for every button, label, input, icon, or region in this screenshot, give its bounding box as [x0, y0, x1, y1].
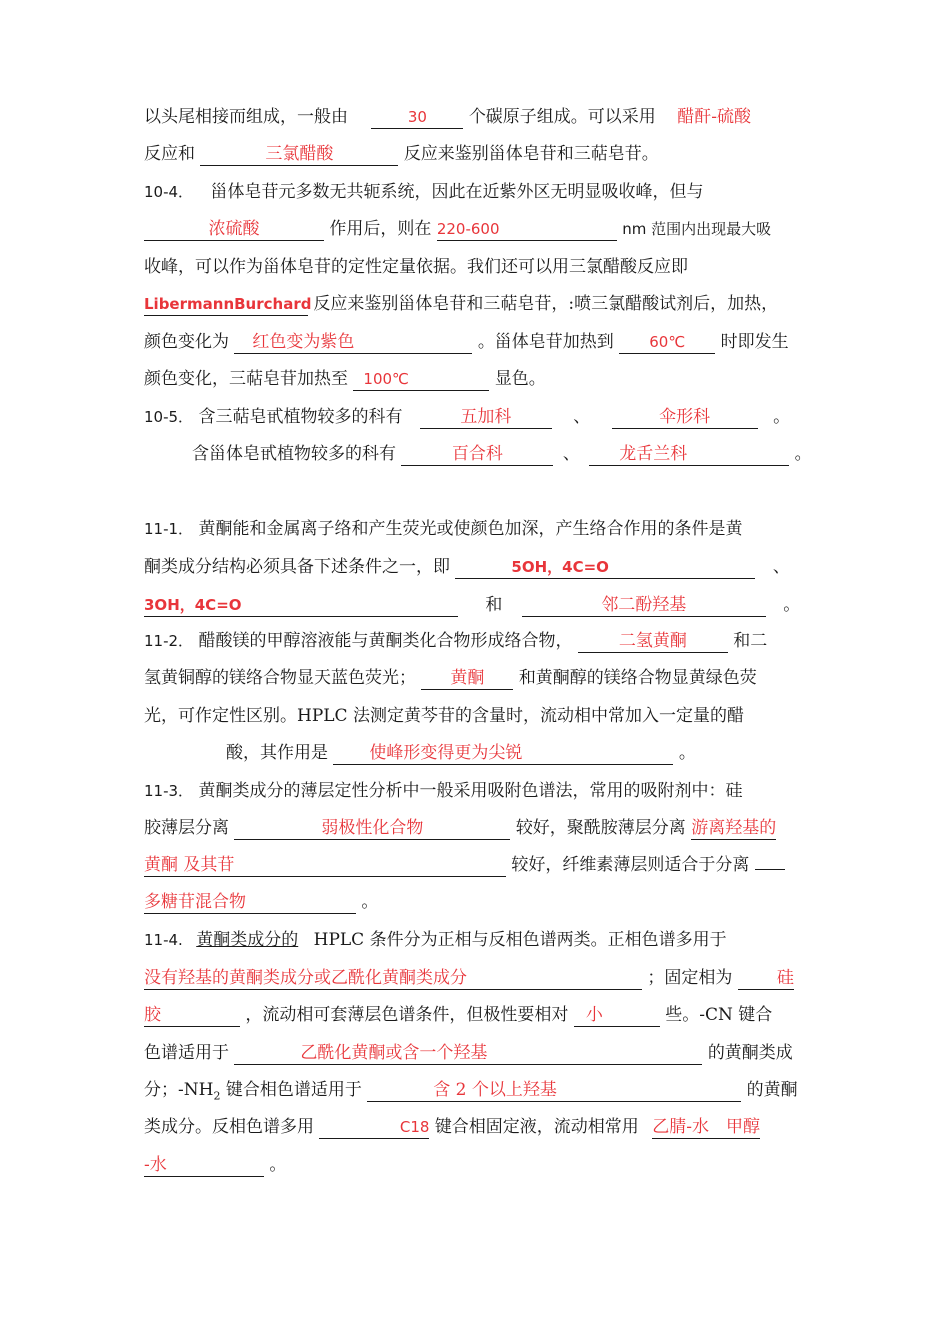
- text-run: 和黄酮醇的镁络合物显黄绿色荧: [518, 668, 757, 688]
- text-run: 显色。: [494, 369, 546, 389]
- text-run: 氢黄铜醇的镁络合物显天蓝色荧光；: [144, 668, 416, 688]
- answer-blank: 乙酰化黄酮或含一个羟基: [234, 1042, 702, 1065]
- text-line: [144, 593, 830, 617]
- question-number: 11-2．: [144, 632, 194, 650]
- text-run: 色谱适用于: [144, 1043, 229, 1063]
- text-run: 作用后，则在: [329, 219, 432, 239]
- text-line: [144, 142, 830, 166]
- question-number: 11-1．: [144, 520, 194, 538]
- text-run: 醋酸镁的甲醇溶液能与黄酮类化合物形成络合物，: [198, 631, 573, 651]
- text-line: [144, 666, 830, 690]
- answer-blank: 硅: [738, 967, 794, 990]
- text-line: [144, 1115, 830, 1139]
- text-line: [144, 330, 830, 354]
- text-run: 。: [773, 407, 791, 427]
- text-run: 。: [783, 595, 801, 615]
- answer-blank: 伞形科: [612, 406, 758, 429]
- text-run: 较好，聚酰胺薄层分离: [515, 818, 686, 838]
- answer-blank: C18: [319, 1116, 429, 1139]
- text-run: 酸，其作用是: [226, 743, 328, 763]
- text-run: 含甾体皂甙植物较多的科有: [192, 444, 396, 464]
- question-10-5: [144, 405, 830, 429]
- text-run: 颜色变化为: [144, 332, 229, 352]
- question-11-3: [144, 779, 830, 803]
- text-line: [144, 555, 830, 579]
- text-run: 、: [573, 407, 591, 427]
- answer-blank: 邻二酚羟基: [522, 594, 766, 617]
- text-run: 黄酮类成分的薄层定性分析中一般采用吸附色谱法，常用的吸附剂中：硅: [198, 781, 743, 801]
- text-line: [226, 741, 830, 765]
- text-line: [144, 890, 830, 914]
- text-run: 和二: [733, 631, 768, 651]
- text-run: 键合相色谱适用于: [225, 1080, 362, 1100]
- text-run: 。: [794, 444, 812, 464]
- answer-blank: 弱极性化合物: [234, 817, 510, 840]
- answer-blank: 黄酮 及其苷: [144, 854, 506, 877]
- text-run: 反应来鉴别甾体皂苷和三萜皂苷，:喷三氯醋酸试剂后，加热，: [313, 294, 779, 314]
- text-line: [144, 1041, 830, 1065]
- text-line: [144, 816, 830, 840]
- answer-blank: 100℃: [353, 368, 489, 391]
- text-run: 时即发生: [720, 332, 789, 352]
- text-run: 较好，纤维素薄层则适合于分离: [511, 855, 750, 875]
- text-run: 的黄酮类成: [707, 1043, 793, 1063]
- text-run: 个碳原子组成。可以采用: [468, 107, 656, 127]
- answer-blank: 乙腈-水 甲醇: [652, 1117, 760, 1137]
- answer-blank: 游离羟基的: [691, 818, 777, 838]
- answer-blank: 60℃: [619, 331, 715, 354]
- text-run: 光，可作定性区别。HPLC 法测定黄芩苷的含量时，流动相中常加入一定量的醋: [144, 706, 744, 726]
- answer-blank: 红色变为紫色: [234, 331, 472, 354]
- question-11-1: [144, 517, 830, 541]
- text-run: 类成分。反相色谱多用: [144, 1117, 314, 1137]
- text-run: 的黄酮: [746, 1080, 798, 1100]
- answer-blank: 3OH，4C=O: [144, 594, 458, 617]
- text-line: [144, 255, 830, 279]
- answer-blank: 使峰形变得更为尖锐: [333, 742, 673, 765]
- text-run: 。: [269, 1155, 287, 1175]
- answer-blank: 5OH，4C=O: [455, 556, 755, 579]
- subscript: 2: [213, 1089, 221, 1103]
- text-line: [144, 966, 830, 990]
- answer-blank: -水: [144, 1154, 264, 1177]
- text-run: 键合相固定液，流动相常用: [434, 1117, 639, 1137]
- question-11-4: [144, 928, 830, 952]
- text-run: nm 范围内出现最大吸: [622, 220, 772, 238]
- answer-blank: 百合科: [401, 443, 553, 466]
- text-run: 和: [485, 595, 503, 615]
- answer-blank: 浓硫酸: [144, 218, 324, 241]
- question-number: 11-3．: [144, 782, 194, 800]
- answer-blank: 二氢黄酮: [578, 630, 728, 653]
- text-run: HPLC 条件分为正相与反相色谱两类。正相色谱多用于: [313, 930, 727, 950]
- text-line: [144, 1153, 830, 1177]
- question-number: 10-5．: [144, 408, 194, 426]
- blank-line: [755, 869, 785, 870]
- text-line: [144, 1078, 830, 1102]
- text-line: [144, 217, 830, 241]
- answer-blank: 含 2 个以上羟基: [367, 1079, 741, 1102]
- text-run: 酮类成分结构必须具备下述条件之一，即: [144, 557, 450, 577]
- answer-text: 醋酐-硫酸: [677, 107, 751, 127]
- question-number: 11-4.: [144, 931, 183, 949]
- text-line: [144, 292, 830, 316]
- answer-blank: 30: [371, 106, 463, 129]
- text-run: 、: [772, 557, 790, 577]
- question-number: 10-4．: [144, 183, 194, 201]
- text-line: [144, 105, 830, 129]
- text-run: 含三萜皂甙植物较多的科有: [198, 407, 403, 427]
- answer-blank: 多糖苷混合物: [144, 891, 356, 914]
- answer-blank: 胶: [144, 1004, 240, 1027]
- text-run: 胶薄层分离: [144, 818, 229, 838]
- text-run: 颜色变化，三萜皂苷加热至: [144, 369, 348, 389]
- answer-blank: 龙舌兰科: [589, 443, 789, 466]
- text-line: [144, 367, 830, 391]
- text-run: 以头尾相接而组成，一般由: [144, 107, 348, 127]
- answer-blank: 黄酮: [421, 667, 513, 690]
- text-run: ，流动相可套薄层色谱条件，但极性要相对: [245, 1005, 569, 1025]
- text-run: 黄酮能和金属离子络和产生荧光或使颜色加深，产生络合作用的条件是黄: [198, 519, 743, 539]
- text-line: [192, 442, 830, 466]
- text-line: [144, 704, 830, 728]
- text-run: 、: [562, 444, 580, 464]
- text-run: 分；-NH: [144, 1080, 214, 1100]
- text-run: ；固定相为: [647, 968, 733, 988]
- text-line: [144, 853, 830, 877]
- text-run: 反应和: [144, 144, 195, 164]
- text-run: 。: [678, 743, 696, 763]
- text-run: 收峰，可以作为甾体皂苷的定性定量依据。我们还可以用三氯醋酸反应即: [144, 257, 688, 277]
- question-11-2: [144, 629, 830, 653]
- answer-blank: 三氯醋酸: [200, 143, 398, 166]
- text-run: 。甾体皂苷加热到: [477, 332, 614, 352]
- answer-blank: 220-600: [437, 218, 617, 241]
- answer-blank: 五加科: [420, 406, 552, 429]
- answer-blank: 小: [574, 1004, 660, 1027]
- text-run: 甾体皂苷元多数无共轭系统，因此在近紫外区无明显吸收峰，但与: [210, 182, 704, 202]
- question-10-4: [144, 180, 830, 204]
- answer-blank: LibermannBurchard: [144, 293, 308, 316]
- text-run: 。: [361, 892, 379, 912]
- text-run: 反应来鉴别甾体皂苷和三萜皂苷。: [403, 144, 659, 164]
- text-line: [144, 1003, 830, 1027]
- answer-blank: 没有羟基的黄酮类成分或乙酰化黄酮类成分: [144, 967, 642, 990]
- text-run: 黄酮类成分的: [196, 930, 299, 950]
- text-run: 些。-CN 键合: [665, 1005, 773, 1025]
